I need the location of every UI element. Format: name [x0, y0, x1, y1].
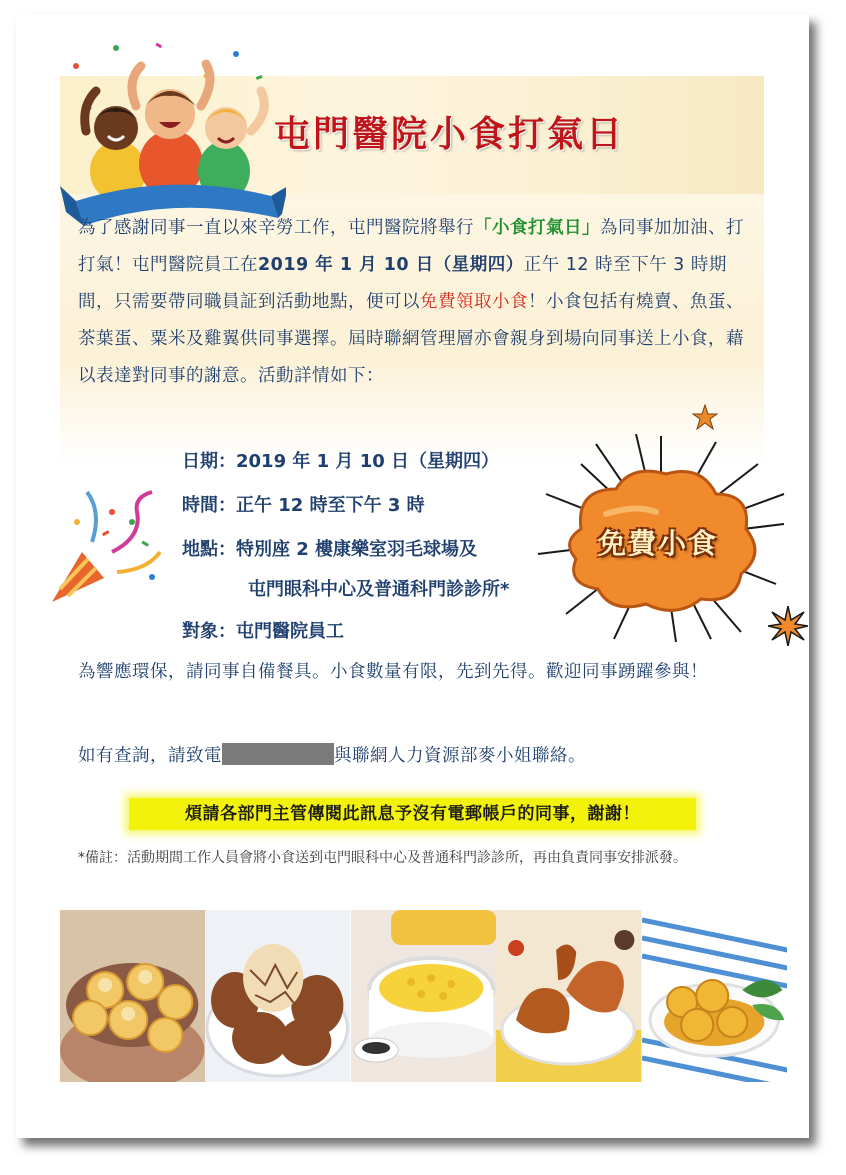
eco-paragraph: 為響應環保，請同事自備餐具。小食數量有限，先到先得。歡迎同事踴躍參與！: [78, 662, 708, 682]
burst-star-icon: [768, 606, 808, 646]
intro-paragraph: [78, 210, 758, 395]
siu-mai-photo: [60, 910, 205, 1082]
food-photo-strip: [60, 910, 787, 1082]
star-icon: [692, 404, 718, 430]
fish-ball-photo: [642, 910, 787, 1082]
intro-text-3: 正午 12 時至下午 3 時期間，只需要帶同職員証到活動地點，便可以: [78, 255, 727, 312]
flyer-page: [16, 14, 809, 1138]
detail-venue: 地點：特別座 2 樓康樂室羽毛球場及: [182, 539, 478, 560]
footnote: *備註：活動期間工作人員會將小食送到屯門眼科中心及普通科門診診所，再由負責同事安排派發。: [78, 850, 687, 866]
detail-date: 日期：2019 年 1 月 10 日（星期四）: [182, 451, 500, 472]
event-date: 2019 年 1 月 10 日（星期四）: [258, 255, 524, 275]
event-name: 「小食打氣日」: [474, 218, 600, 238]
detail-time: 時間：正午 12 時至下午 3 時: [182, 495, 425, 516]
chicken-wing-photo: [496, 910, 641, 1082]
intro-text-4: ！小食包括有燒賣、魚蛋、茶葉蛋、粟米及雞翼供同事選擇。屆時聯網管理層亦會親身到場向同事送上小食，藉以表達對同事的謝意。活動詳情如下：: [78, 292, 744, 386]
intro-text-1: 為了感謝同事一直以來辛勞工作，屯門醫院將舉行: [78, 218, 474, 238]
enquiry-text-1: 如有查詢，請致電: [78, 746, 222, 766]
corn-photo: [351, 910, 496, 1082]
free-snack-text: 免費領取小食: [420, 292, 528, 312]
party-popper-icon: [42, 482, 172, 612]
tea-egg-photo: [205, 910, 350, 1082]
intro-text-2: 為同事加加油、打打氣！屯門醫院員工在: [78, 218, 744, 275]
detail-audience: 對象：屯門醫院員工: [182, 621, 344, 642]
page-title: 屯門醫院小食打氣日: [274, 114, 626, 155]
free-snack-badge: 免費小食: [598, 527, 719, 560]
detail-venue-2: 屯門眼科中心及普通科門診診所*: [248, 579, 510, 600]
notice-banner: 煩請各部門主管傳閱此訊息予沒有電郵帳戶的同事，謝謝！: [129, 798, 696, 830]
enquiry-paragraph: [78, 738, 758, 775]
enquiry-text-2: 與聯網人力資源部麥小姐聯絡。: [334, 746, 586, 766]
redacted-phone: [222, 743, 334, 765]
cheering-kids-illustration: [56, 36, 286, 236]
